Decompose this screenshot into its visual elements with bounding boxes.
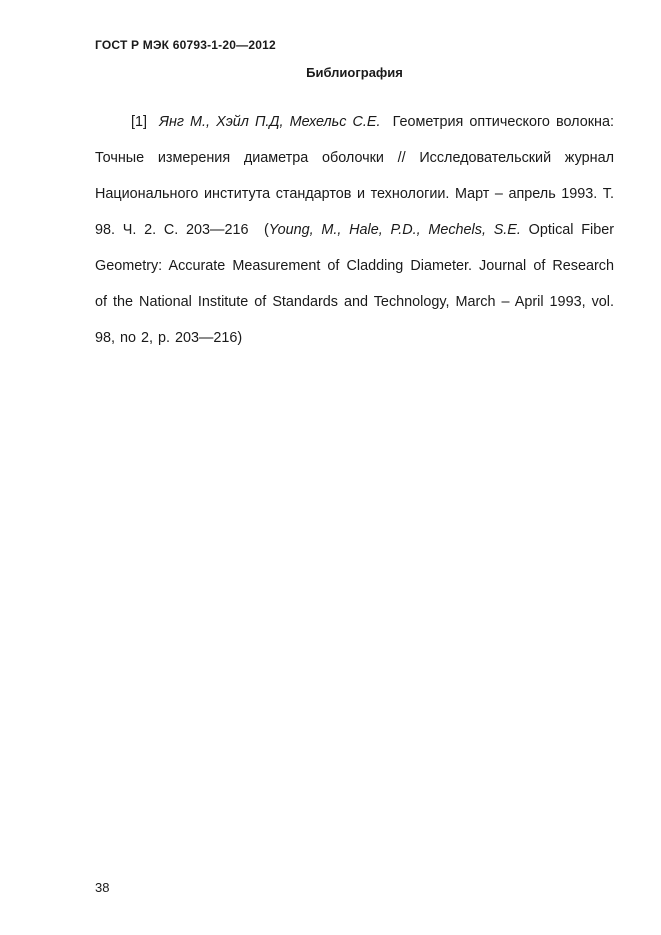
page-number: 38 [95, 880, 110, 895]
entry-text-ru: Геометрия оптического волокна: Точные измерения диаметра оболочки // Исследовательский журнал Национального института стандартов и технологии. Март – апрель 1993. Т. 98. Ч. 2. С. 203—216 [95, 114, 614, 238]
entry-authors-ru: Янг М., Хэйл П.Д, Мехельс С.Е. [159, 114, 381, 130]
entry-open-paren: ( [263, 222, 269, 238]
entry-authors-en: Young, M., Hale, P.D., Mechels, S.E. [268, 222, 521, 238]
entry-number: [1] [131, 114, 147, 130]
entry-text-en: Optical Fiber Geometry: Accurate Measurement of Cladding Diameter. Journal of Research of the National Institute of Standards and Technology, March – April 1993, vol. 98, no 2, p. 203—216) [95, 222, 615, 346]
bibliography-entry [95, 104, 614, 356]
section-title: Библиография [306, 65, 403, 80]
document-header: ГОСТ Р МЭК 60793-1-20—2012 [95, 38, 276, 52]
